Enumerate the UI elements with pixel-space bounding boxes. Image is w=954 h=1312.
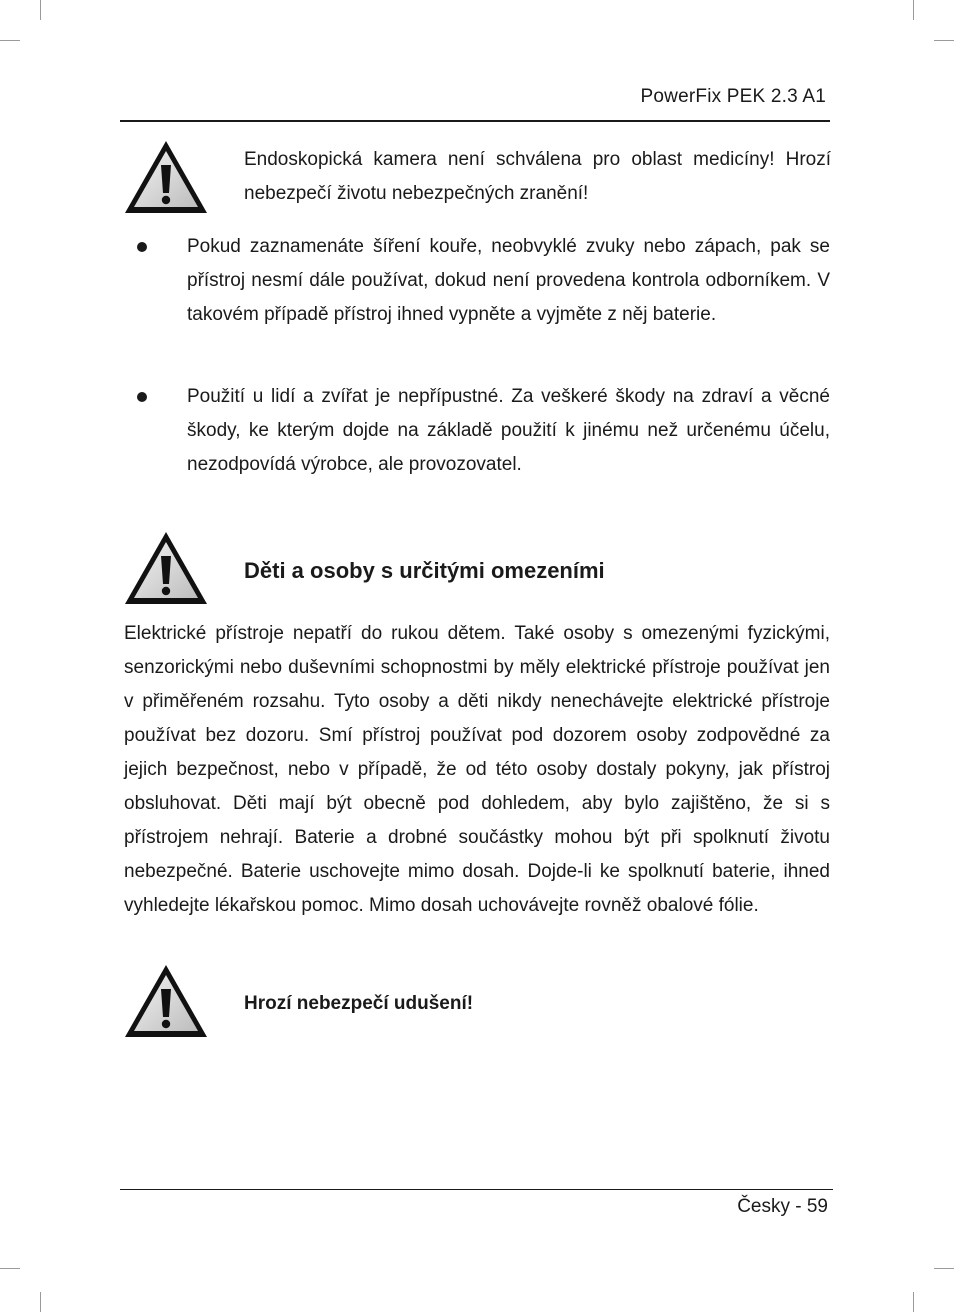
page-number: Česky - 59	[737, 1196, 828, 1217]
crop-mark	[40, 0, 41, 20]
footer-rule	[120, 1189, 833, 1190]
header-title: PowerFix PEK 2.3 A1	[640, 86, 826, 107]
bullet-icon	[137, 392, 147, 402]
bullet-text: Pokud zaznamenáte šíření kouře, neobvyklé zvuky nebo zápach, pak se přístroj nesmí dále používat, dokud není provedena kontrola odborníkem. V takovém případě přístroj ihned vypněte a vyjměte z něj baterie.	[187, 236, 830, 325]
suffocation-heading: Hrozí nebezpečí udušení!	[244, 993, 474, 1014]
crop-mark	[934, 40, 954, 41]
crop-mark	[0, 1268, 20, 1269]
bullet-text: Použití u lidí a zvířat je nepřípustné. Za veškeré škody na zdraví a věcné škody, ke kterým dojde na základě použití k jinému než určenému účelu, nezodpovídá výrobce, ale provozovatel.	[187, 386, 830, 475]
crop-mark	[934, 1268, 954, 1269]
warning-triangle-icon	[123, 139, 209, 215]
section-body: Elektrické přístroje nepatří do rukou dětem. Také osoby s omezenými fyzickými, senzorickými nebo duševními schopnostmi by měly elektrické přístroje používat jen v přiměřeném rozsahu. Tyto osoby a děti nikdy nenechávejte elektrické přístroje používat bez dozoru. Smí přístroj používat pod dozorem osoby zodpovědné za jejich bezpečnost, nebo v případě, že od této osoby dostaly pokyny, jak přístroj obsluhovat. Děti mají být obecně pod dohledem, aby bylo zajištěno, že si s přístrojem nehrají. Baterie a drobné součástky mohou být při spolknutí životu nebezpečné. Baterie uschovejte mimo dosah. Dojde-li ke spolknutí baterie, ihned vyhledejte lékařskou pomoc. Mimo dosah uchovávejte rovněž obalové fólie.	[124, 623, 830, 916]
crop-mark	[0, 40, 20, 41]
warning-triangle-icon	[123, 963, 209, 1039]
crop-mark	[913, 1292, 914, 1312]
header-rule	[120, 120, 830, 122]
section-heading: Děti a osoby s určitými omezeními	[244, 558, 605, 583]
crop-mark	[40, 1292, 41, 1312]
bullet-icon	[137, 242, 147, 252]
warning-triangle-icon	[123, 530, 209, 606]
warning-text: Endoskopická kamera není schválena pro oblast medicíny! Hrozí nebezpečí životu nebezpečných zranění!	[244, 149, 831, 204]
crop-mark	[913, 0, 914, 20]
